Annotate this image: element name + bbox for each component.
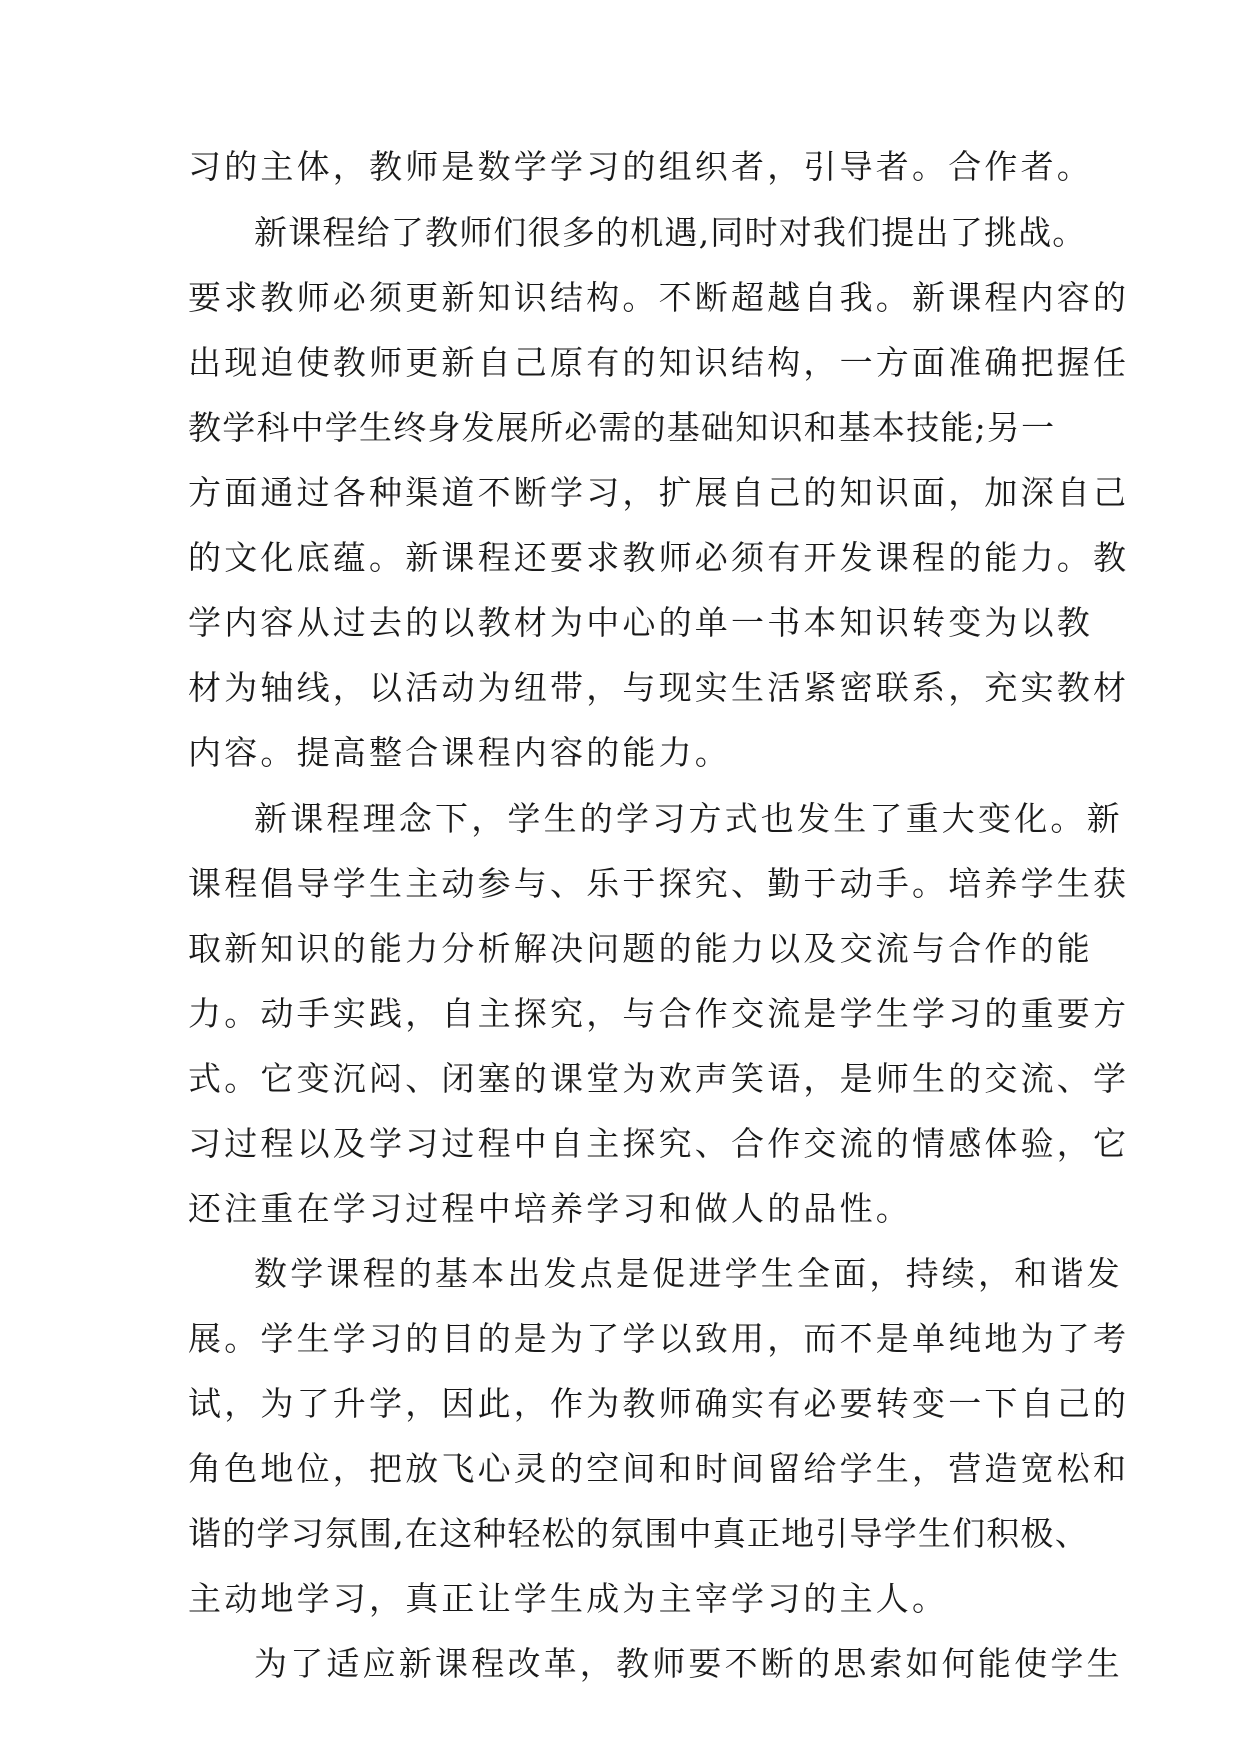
text-line: 新课程给了教师们很多的机遇,同时对我们提出了挑战。 <box>254 213 1087 252</box>
text-line: 课程倡导学生主动参与、乐于探究、勤于动手。培养学生获 <box>188 864 1130 903</box>
text-line: 内容。提高整合课程内容的能力。 <box>188 733 731 772</box>
text-line: 新课程理念下，学生的学习方式也发生了重大变化。新 <box>254 799 1123 838</box>
text-line: 谐的学习氛围,在这种轻松的氛围中真正地引导学生们积极、 <box>188 1514 1089 1553</box>
text-line: 习过程以及学习过程中自主探究、合作交流的情感体验，它 <box>188 1124 1130 1163</box>
text-line: 为了适应新课程改革，教师要不断的思索如何能使学生 <box>254 1644 1123 1683</box>
text-line: 角色地位，把放飞心灵的空间和时间留给学生，营造宽松和 <box>188 1449 1130 1488</box>
text-line: 主动地学习，真正让学生成为主宰学习的主人。 <box>188 1579 949 1618</box>
text-line: 习的主体，教师是数学学习的组织者，引导者。合作者。 <box>188 147 1093 186</box>
text-line: 要求教师必须更新知识结构。不断超越自我。新课程内容的 <box>188 278 1130 317</box>
text-line: 学内容从过去的以教材为中心的单一书本知识转变为以教 <box>188 603 1093 642</box>
text-line: 展。学生学习的目的是为了学以致用，而不是单纯地为了考 <box>188 1319 1130 1358</box>
text-line: 材为轴线，以活动为纽带，与现实生活紧密联系，充实教材 <box>188 668 1130 707</box>
text-line: 试，为了升学，因此，作为教师确实有必要转变一下自己的 <box>188 1384 1130 1423</box>
text-line: 方面通过各种渠道不断学习，扩展自己的知识面，加深自己 <box>188 473 1130 512</box>
text-line: 力。动手实践，自主探究，与合作交流是学生学习的重要方 <box>188 994 1130 1033</box>
text-line: 数学课程的基本出发点是促进学生全面，持续，和谐发 <box>254 1254 1123 1293</box>
text-line: 出现迫使教师更新自己原有的知识结构，一方面准确把握任 <box>188 343 1130 382</box>
text-line: 的文化底蕴。新课程还要求教师必须有开发课程的能力。教 <box>188 538 1130 577</box>
text-line: 式。它变沉闷、闭塞的课堂为欢声笑语，是师生的交流、学 <box>188 1059 1130 1098</box>
text-line: 还注重在学习过程中培养学习和做人的品性。 <box>188 1189 912 1228</box>
text-line: 取新知识的能力分析解决问题的能力以及交流与合作的能 <box>188 929 1093 968</box>
text-line: 教学科中学生终身发展所必需的基础知识和基本技能;另一 <box>188 408 1056 447</box>
